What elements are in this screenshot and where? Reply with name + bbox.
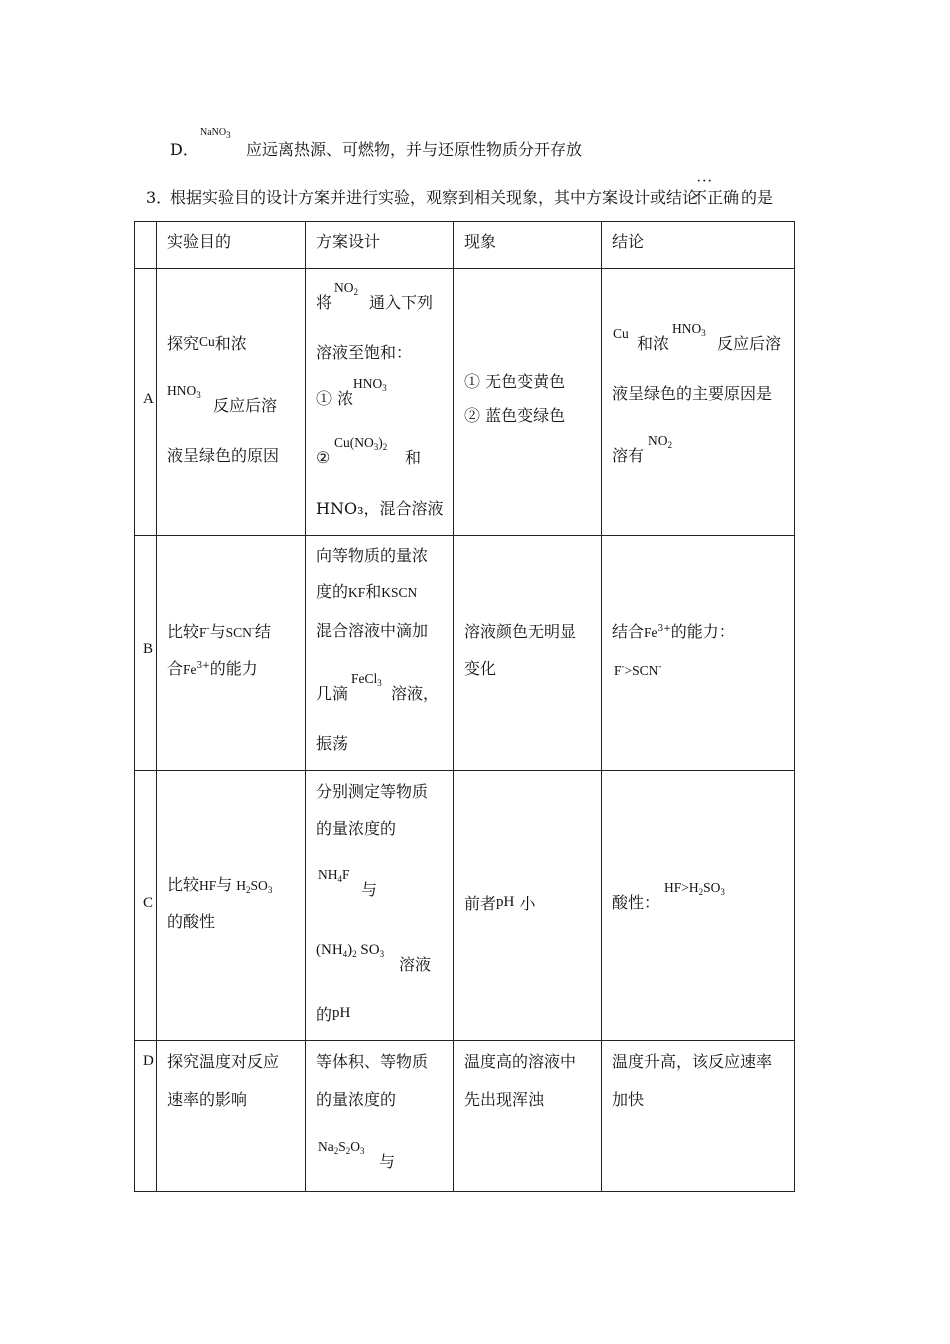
header-conclusion: 结论 xyxy=(612,232,645,251)
cell-phenomenon-text: 前者pH 小 xyxy=(464,894,536,913)
formula-hno3: $HNO_3$ xyxy=(672,321,706,338)
table-col-divider xyxy=(453,221,454,1192)
cell-conclusion-text: 溶有 xyxy=(612,446,645,465)
formula-fecl3: FeCl$_3$ xyxy=(351,671,382,688)
table-border-right xyxy=(794,221,795,1192)
cell-design-text: 混合溶液中滴加 xyxy=(316,621,429,640)
option-letter: D． xyxy=(170,140,199,159)
table-col-divider xyxy=(305,221,306,1192)
cell-design-text: HNO₃，混合溶液 xyxy=(316,499,444,518)
question-emphasis: 不正确 xyxy=(691,188,740,207)
cell-design-text: 通入下列 xyxy=(369,293,434,312)
cell-phenomenon-text: ② 蓝色变绿色 xyxy=(464,406,566,425)
formula-nano3: NaNO3 xyxy=(200,127,231,140)
question-number: 3． xyxy=(146,188,173,207)
cell-design-text: 与 xyxy=(379,1152,396,1171)
cell-design-text: 等体积、等物质 xyxy=(316,1052,429,1071)
cell-purpose-text: 的酸性 xyxy=(167,912,216,931)
cell-purpose-text: 液呈绿色的原因 xyxy=(167,446,280,465)
table-col-divider xyxy=(601,221,602,1192)
cell-phenomenon-text: 先出现浑浊 xyxy=(464,1090,545,1109)
cell-design-text: 溶液至饱和： xyxy=(316,343,413,362)
cell-conclusion-text: 液呈绿色的主要原因是 xyxy=(612,384,773,403)
cell-conclusion-text: 温度升高，该反应速率 xyxy=(612,1052,773,1071)
formula-nh42so3: $(NH_4)_2$ $SO_3$ xyxy=(316,942,385,959)
cell-design-text: 度的KF和KSCN xyxy=(316,582,418,601)
cell-design-text: 和 xyxy=(405,448,422,467)
question-text: 根据实验目的设计方案并进行实验，观察到相关现象，其中方案设计或结论 xyxy=(170,188,699,207)
cell-conclusion-text: 加快 xyxy=(612,1090,645,1109)
cell-phenomenon-text: 溶液颜色无明显 xyxy=(464,622,577,641)
header-purpose: 实验目的 xyxy=(167,232,232,251)
cell-design-text: 的pH xyxy=(316,1005,351,1024)
cell-purpose: 合$Fe^{3+}$的能力 xyxy=(167,659,258,678)
cell-purpose-text: 速率的影响 xyxy=(167,1090,248,1109)
cell-conclusion-text: 和浓 xyxy=(637,334,670,353)
cell-phenomenon-text: ① 无色变黄色 xyxy=(464,372,566,391)
table-col-divider xyxy=(156,221,157,1192)
cell-purpose: 探究Cu和浓 xyxy=(167,334,247,353)
option-text: 应远离热源、可燃物，并与还原性物质分开存放 xyxy=(246,140,583,159)
formula-na2s2o3: $Na_2S_2O_3$ xyxy=(318,1139,365,1156)
cell-purpose-text: 探究温度对反应 xyxy=(167,1052,280,1071)
header-design: 方案设计 xyxy=(316,232,381,251)
cell-phenomenon-text: 温度高的溶液中 xyxy=(464,1052,577,1071)
cell-design-text: 分别测定等物质 xyxy=(316,782,429,801)
table-row-divider xyxy=(134,268,795,269)
cell-design-text: 溶液 xyxy=(399,955,432,974)
cell-phenomenon-text: 变化 xyxy=(464,659,497,678)
emphasis-dots: ··· xyxy=(697,176,714,187)
formula-no2: $NO_2$ xyxy=(334,280,358,297)
cell-conclusion-text: 反应后溶 xyxy=(717,334,782,353)
table-row-divider xyxy=(134,1040,795,1041)
cell-purpose-text: 反应后溶 xyxy=(213,396,278,415)
cell-design-text: 与 xyxy=(361,880,378,899)
cell-design-text: 溶液， xyxy=(391,684,440,703)
cell-conclusion-text: F->SCN- xyxy=(614,661,662,678)
cell-purpose: 比较HF与 $H_2SO_3$ xyxy=(167,875,273,895)
row-label: A xyxy=(143,391,154,407)
table-border-left xyxy=(134,221,135,1192)
row-label: D xyxy=(143,1053,154,1069)
formula-hno3: $HNO_3$ xyxy=(167,383,201,400)
formula-nh4f: $NH_4F$ xyxy=(318,867,350,884)
question-text-after: 的是 xyxy=(741,188,774,207)
cell-design-text: ① 浓 xyxy=(316,389,354,408)
cell-design-text: ② xyxy=(316,448,331,467)
cell-design-text: 的量浓度的 xyxy=(316,1090,397,1109)
cell-conclusion-text: 酸性： xyxy=(612,893,661,912)
formula-cuno32: $Cu(NO_3)_2$ xyxy=(334,435,388,452)
cell-design-text: 振荡 xyxy=(316,734,349,753)
cell-conclusion-text: 结合$Fe^{3+}$的能力： xyxy=(612,622,735,641)
table-border-top xyxy=(134,221,795,222)
cell-design-text: 的量浓度的 xyxy=(316,819,397,838)
formula-no2: $NO_2$ xyxy=(648,433,672,450)
formula-cu: Cu xyxy=(613,326,629,341)
row-label: C xyxy=(143,895,154,911)
formula-hno3: $HNO_3$ xyxy=(353,376,387,393)
header-phenomenon: 现象 xyxy=(464,232,497,251)
row-label: B xyxy=(143,641,154,657)
table-border-bottom xyxy=(134,1191,795,1192)
cell-design-text: 几滴 xyxy=(316,684,349,703)
cell-design-text: 向等物质的量浓 xyxy=(316,546,429,565)
formula-hf-h2so3: $HF>H_2SO_3$ xyxy=(664,880,725,897)
cell-purpose: 比较F-与SCN-结 xyxy=(167,622,271,641)
cell-design-text: 将 xyxy=(316,293,333,312)
table-row-divider xyxy=(134,535,795,536)
table-row-divider xyxy=(134,770,795,771)
